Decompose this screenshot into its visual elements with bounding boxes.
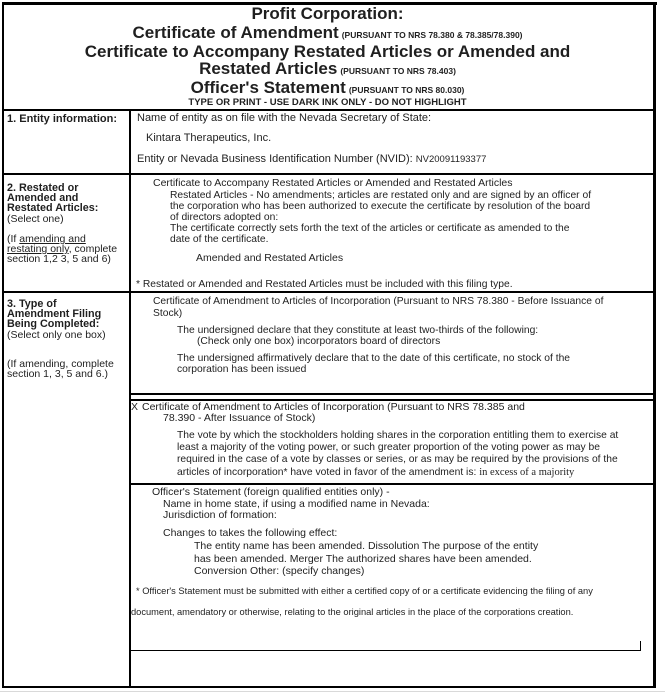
header-title-accompany-restated-line1: Certificate to Accompany Restated Articles or Amended and [84, 42, 571, 61]
vote-statement-line1: The vote by which the stockholders holding shares in the corporation entitling them to exercise at [177, 430, 619, 441]
restated-articles-option-line2: the corporation who has been authorized to execute the certificate by resolution of the board [170, 201, 591, 212]
border-bottom [2, 686, 656, 688]
section3-condition-line1: (If amending, complete [7, 358, 114, 370]
changes-line2: has been amended. Merger The authorized shares have been amended. [194, 553, 532, 565]
condition-mid: , complete [68, 243, 118, 255]
section1-label: 1. Entity information: [7, 113, 117, 125]
officer-footnote-line1: * Officer's Statement must be submitted with either a certified copy of or a certificate evidencing the filing of any [136, 586, 593, 596]
changes-effect-heading: Changes to takes the following effect: [163, 527, 338, 539]
nvid-value: NV20091193377 [415, 154, 487, 165]
vote-prompt: articles of incorporation* have voted in favor of the amendment is: [177, 467, 480, 478]
title-text: Restated Articles [199, 59, 338, 78]
condition-prefix: (If [7, 233, 20, 245]
restated-articles-option-line3: of directors adopted on: [170, 212, 279, 223]
section2-footnote: * Restated or Amended and Restated Articles must be included with this filing type. [136, 279, 513, 290]
section2-condition-line3: section 1,2 3, 5 and 6) [7, 253, 111, 265]
affirmative-declare-line2: corporation has been issued [177, 364, 307, 375]
nrs-note-78380: (PURSUANT TO NRS 78.380 & 78.385/78.390) [341, 30, 523, 40]
before-stock-heading-line2: Stock) [153, 308, 183, 319]
section2-label-line1: 2. Restated or [7, 182, 79, 194]
boxA-bottom-border [130, 393, 653, 395]
boxC-right-corner [640, 641, 641, 651]
boxB-bottom-border [130, 483, 653, 485]
officer-statement-heading: Officer's Statement (foreign qualified entities only) - [152, 486, 390, 498]
nrs-note-78403: (PURSUANT TO NRS 78.403) [340, 66, 456, 76]
section3-label-line1: 3. Type of [7, 298, 57, 310]
changes-line1: The entity name has been amended. Dissolution The purpose of the entity [194, 540, 539, 552]
nvid-row [137, 154, 486, 166]
certificate-correct-line2: date of the certificate. [170, 234, 269, 245]
section2-label-line2: Amended and [7, 192, 79, 204]
section2-divider [2, 291, 653, 293]
section3-label-line2: Amendment Filing [7, 308, 102, 320]
vote-statement-line4 [177, 467, 574, 479]
title-text: Officer's Statement [190, 78, 346, 97]
section2-select-note: (Select one) [7, 213, 64, 225]
section2-heading: Certificate to Accompany Restated Articles or Amended and Restated Articles [153, 177, 513, 189]
condition-underlined-1: amending and [19, 233, 86, 245]
label-column-divider [129, 109, 131, 687]
amended-and-restated-option: Amended and Restated Articles [196, 252, 344, 264]
vote-entered-value: in excess of a majority [479, 467, 575, 478]
instruction-line: TYPE OR PRINT - USE DARK INK ONLY - DO NOT HIGHLIGHT [188, 97, 467, 108]
restated-articles-option-line1: Restated Articles - No amendments; articles are restated only and are signed by an officer of [170, 190, 592, 201]
entity-name-prompt: Name of entity as on file with the Nevada Secretary of State: [137, 112, 432, 124]
page-edge-shadow [0, 691, 665, 692]
certificate-correct-line1: The certificate correctly sets forth the text of the articles or certificate as amended to the [170, 223, 570, 234]
nvid-prompt: Entity or Nevada Business Identification Number (NVID): [137, 153, 416, 165]
section2-label-line3: Restated Articles: [7, 202, 99, 214]
border-right [653, 2, 656, 688]
after-stock-heading-line1: Certificate of Amendment to Articles of Incorporation (Pursuant to NRS 78.385 and [142, 401, 525, 413]
boxC-bottom-border [131, 650, 641, 651]
vote-statement-line3: required in the case of a vote by classes or series, or as may be required by the provisions of the [177, 454, 618, 465]
before-stock-heading-line1: Certificate of Amendment to Articles of Incorporation (Pursuant to NRS 78.380 - Before Issuance of [153, 296, 604, 307]
check-one-box-note: (Check only one box) incorporators board of directors [197, 336, 441, 347]
after-stock-heading-line2: 78.390 - After Issuance of Stock) [163, 412, 316, 424]
nrs-note-80030: (PURSUANT TO NRS 80.030) [348, 85, 465, 95]
affirmative-declare-line1: The undersigned affirmatively declare that to the date of this certificate, no stock of the [177, 353, 571, 364]
condition-underlined-2: restating only [7, 243, 69, 255]
header-title-officers-statement [2, 79, 653, 97]
entity-name-value: Kintara Therapeutics, Inc. [146, 132, 272, 144]
header-divider [2, 109, 653, 111]
vote-statement-line2: least a majority of the voting power, or such greater proportion of the voting power as may be [177, 442, 600, 453]
header-title-accompany-restated-line2 [2, 60, 653, 78]
section3-condition-line2: section 1, 3, 5 and 6.) [7, 368, 108, 380]
officer-footnote-line2: document, amendatory or otherwise, relating to the original articles in the place of the corporations creation. [131, 607, 574, 617]
header-title-certificate-of-amendment [2, 24, 653, 42]
section3-label-line3: Being Completed: [7, 318, 100, 330]
section1-divider [2, 173, 653, 175]
title-text: Certificate of Amendment [132, 23, 339, 42]
changes-line3: Conversion Other: (specify changes) [194, 565, 365, 577]
checked-x-mark: X [131, 401, 139, 413]
section3-select-note: (Select only one box) [7, 329, 106, 341]
jurisdiction-prompt: Jurisdiction of formation: [163, 509, 277, 521]
header-title-profit-corporation: Profit Corporation: [251, 4, 404, 23]
undersigned-declare-line: The undersigned declare that they constitute at least two-thirds of the following: [177, 325, 539, 336]
home-state-name-prompt: Name in home state, if using a modified name in Nevada: [163, 498, 430, 510]
